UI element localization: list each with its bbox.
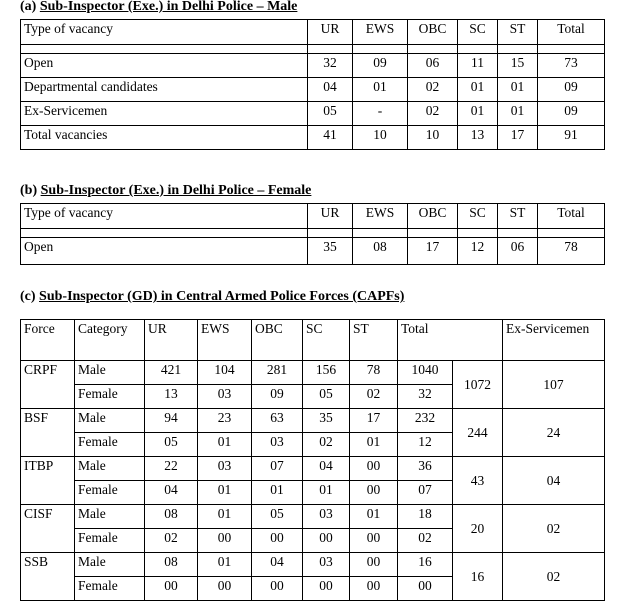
force-grand-total: 1072 xyxy=(453,361,503,409)
force-ex-servicemen: 107 xyxy=(503,361,605,409)
value-cell: 32 xyxy=(398,385,453,409)
category-cell: Male xyxy=(75,361,145,385)
value-cell: 05 xyxy=(145,433,198,457)
value-cell: 03 xyxy=(303,553,350,577)
value-cell: 09 xyxy=(252,385,303,409)
header-sc: SC xyxy=(303,320,350,361)
force-name: CRPF xyxy=(21,361,75,409)
table-row xyxy=(21,505,605,529)
table-header-row xyxy=(21,320,605,361)
value-cell: 16 xyxy=(398,553,453,577)
value-cell: 01 xyxy=(198,433,252,457)
value-cell: 104 xyxy=(198,361,252,385)
value-cell: 01 xyxy=(198,553,252,577)
header-type-of-vacancy: Type of vacancy xyxy=(21,20,308,45)
header-total: Total xyxy=(538,204,605,229)
section-b-title: Sub-Inspector (Exe.) in Delhi Police – Female xyxy=(40,183,312,198)
header-ur: UR xyxy=(308,20,353,45)
force-grand-total: 43 xyxy=(453,457,503,505)
table-row: Open 32 09 06 11 15 73 xyxy=(21,54,605,78)
header-force: Force xyxy=(21,320,75,361)
value-cell: 07 xyxy=(252,457,303,481)
value-cell: 01 xyxy=(198,481,252,505)
header-obc: OBC xyxy=(408,204,458,229)
section-a-title: Sub-Inspector (Exe.) in Delhi Police – Male xyxy=(39,0,298,14)
value-cell: 94 xyxy=(145,409,198,433)
table-row xyxy=(21,361,605,385)
value-cell: 00 xyxy=(252,529,303,553)
header-ews: EWS xyxy=(198,320,252,361)
value-cell: 03 xyxy=(252,433,303,457)
header-sc: SC xyxy=(458,20,498,45)
force-ex-servicemen: 24 xyxy=(503,409,605,457)
value-cell: 00 xyxy=(145,577,198,601)
value-cell: 00 xyxy=(252,577,303,601)
value-cell: 02 xyxy=(350,385,398,409)
category-cell: Female xyxy=(75,385,145,409)
value-cell: 00 xyxy=(198,577,252,601)
value-cell: 01 xyxy=(303,481,350,505)
force-grand-total: 16 xyxy=(453,553,503,601)
value-cell: 04 xyxy=(145,481,198,505)
category-cell: Female xyxy=(75,577,145,601)
value-cell: 22 xyxy=(145,457,198,481)
header-ews: EWS xyxy=(353,204,408,229)
value-cell: 36 xyxy=(398,457,453,481)
table-row: Open 35 08 17 12 06 78 xyxy=(21,238,605,265)
force-name: ITBP xyxy=(21,457,75,505)
value-cell: 00 xyxy=(303,529,350,553)
header-st: ST xyxy=(498,20,538,45)
header-category: Category xyxy=(75,320,145,361)
value-cell: 63 xyxy=(252,409,303,433)
value-cell: 07 xyxy=(398,481,453,505)
header-total: Total xyxy=(538,20,605,45)
value-cell: 01 xyxy=(350,433,398,457)
force-ex-servicemen: 02 xyxy=(503,553,605,601)
value-cell: 00 xyxy=(303,577,350,601)
section-c-title: Sub-Inspector (GD) in Central Armed Police Forces (CAPFs) xyxy=(39,289,405,304)
header-obc: OBC xyxy=(252,320,303,361)
table-row xyxy=(21,457,605,481)
value-cell: 04 xyxy=(303,457,350,481)
value-cell: 01 xyxy=(252,481,303,505)
value-cell: 00 xyxy=(398,577,453,601)
table-a xyxy=(20,19,605,150)
value-cell: 421 xyxy=(145,361,198,385)
table-row-total: Total vacancies 41 10 10 13 17 91 xyxy=(21,126,605,150)
force-ex-servicemen: 04 xyxy=(503,457,605,505)
table-header-row xyxy=(21,204,605,229)
value-cell: 35 xyxy=(303,409,350,433)
header-ex-servicemen: Ex-Servicemen xyxy=(503,320,605,361)
force-grand-total: 244 xyxy=(453,409,503,457)
header-obc: OBC xyxy=(408,20,458,45)
category-cell: Female xyxy=(75,481,145,505)
table-row xyxy=(21,553,605,577)
table-c xyxy=(20,319,605,601)
value-cell: 156 xyxy=(303,361,350,385)
value-cell: 01 xyxy=(198,505,252,529)
value-cell: 02 xyxy=(303,433,350,457)
force-grand-total: 20 xyxy=(453,505,503,553)
value-cell: 02 xyxy=(398,529,453,553)
category-cell: Male xyxy=(75,553,145,577)
category-cell: Female xyxy=(75,433,145,457)
category-cell: Male xyxy=(75,409,145,433)
value-cell: 18 xyxy=(398,505,453,529)
force-ex-servicemen: 02 xyxy=(503,505,605,553)
value-cell: 03 xyxy=(198,457,252,481)
value-cell: 03 xyxy=(198,385,252,409)
value-cell: 05 xyxy=(303,385,350,409)
value-cell: 17 xyxy=(350,409,398,433)
value-cell: 08 xyxy=(145,505,198,529)
value-cell: 13 xyxy=(145,385,198,409)
header-st: ST xyxy=(350,320,398,361)
header-type-of-vacancy: Type of vacancy xyxy=(21,204,308,229)
category-cell: Female xyxy=(75,529,145,553)
header-ews: EWS xyxy=(353,20,408,45)
value-cell: 08 xyxy=(145,553,198,577)
header-sc: SC xyxy=(458,204,498,229)
force-name: SSB xyxy=(21,553,75,601)
value-cell: 232 xyxy=(398,409,453,433)
table-row xyxy=(21,409,605,433)
table-row: Ex-Servicemen 05 - 02 01 01 09 xyxy=(21,102,605,126)
value-cell: 02 xyxy=(145,529,198,553)
value-cell: 00 xyxy=(350,529,398,553)
section-b-heading: (b) Sub-Inspector (Exe.) in Delhi Police – Female xyxy=(20,183,312,198)
force-name: CISF xyxy=(21,505,75,553)
section-c-heading: (c) Sub-Inspector (GD) in Central Armed Police Forces (CAPFs) xyxy=(20,289,405,304)
table-row: Departmental candidates 04 01 02 01 01 09 xyxy=(21,78,605,102)
value-cell: 04 xyxy=(252,553,303,577)
category-cell: Male xyxy=(75,505,145,529)
value-cell: 23 xyxy=(198,409,252,433)
value-cell: 00 xyxy=(350,481,398,505)
section-a-heading: (a) Sub-Inspector (Exe.) in Delhi Police – Male xyxy=(20,0,298,14)
header-ur: UR xyxy=(145,320,198,361)
header-total: Total xyxy=(398,320,503,361)
value-cell: 00 xyxy=(350,553,398,577)
table-header-row xyxy=(21,20,605,45)
value-cell: 01 xyxy=(350,505,398,529)
value-cell: 00 xyxy=(350,457,398,481)
value-cell: 05 xyxy=(252,505,303,529)
value-cell: 00 xyxy=(350,577,398,601)
header-ur: UR xyxy=(308,204,353,229)
value-cell: 12 xyxy=(398,433,453,457)
value-cell: 03 xyxy=(303,505,350,529)
category-cell: Male xyxy=(75,457,145,481)
header-st: ST xyxy=(498,204,538,229)
value-cell: 00 xyxy=(198,529,252,553)
table-b xyxy=(20,203,605,265)
value-cell: 1040 xyxy=(398,361,453,385)
value-cell: 281 xyxy=(252,361,303,385)
force-name: BSF xyxy=(21,409,75,457)
value-cell: 78 xyxy=(350,361,398,385)
